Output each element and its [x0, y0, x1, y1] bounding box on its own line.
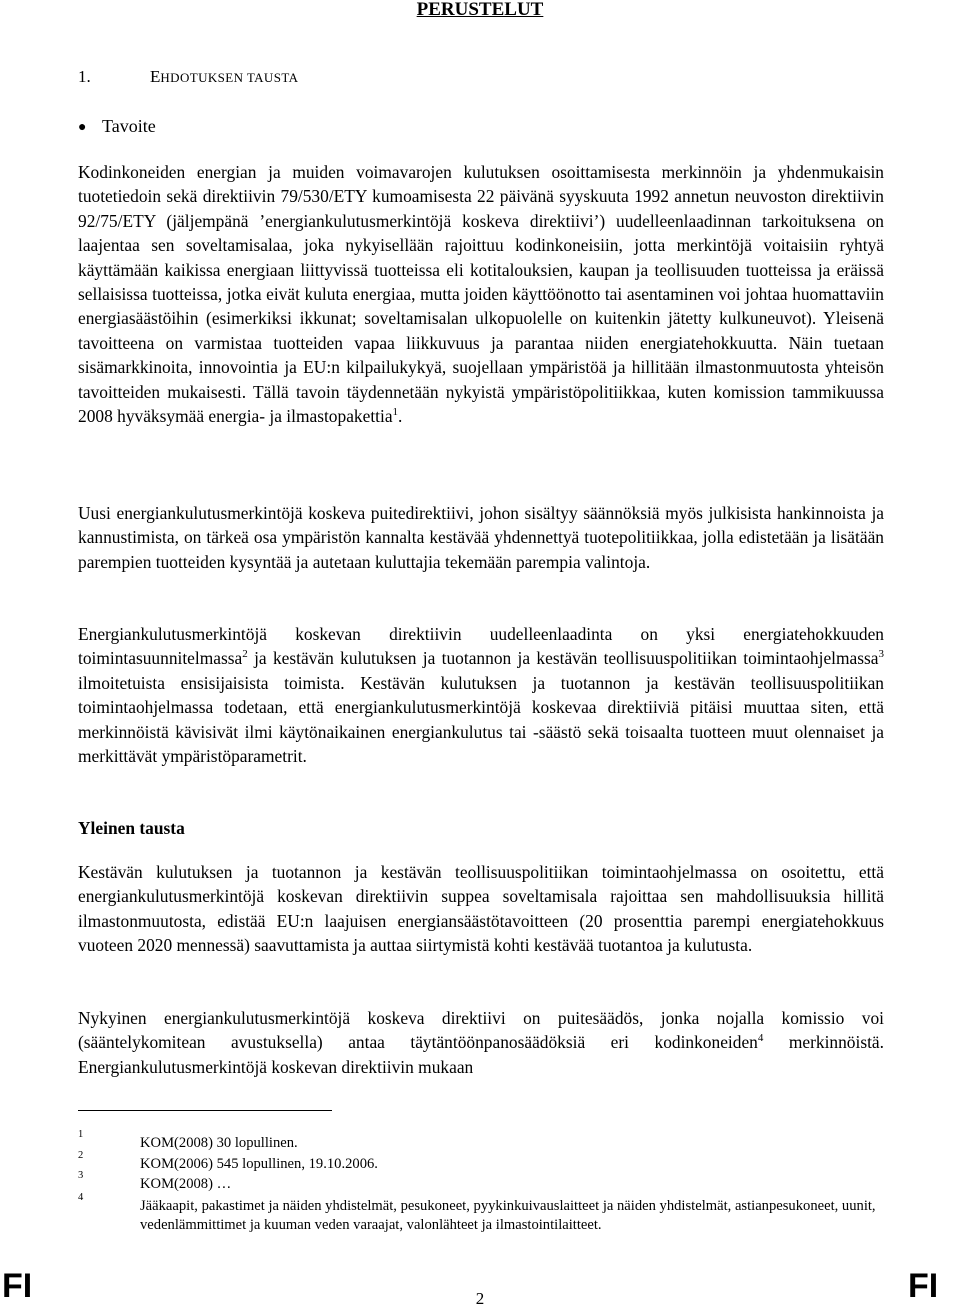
section-number: 1. [78, 67, 91, 86]
footnote-number: 1 [78, 1129, 84, 1140]
paragraph-3-text-b: ja kestävän kulutuksen ja tuotannon ja kestävän teollisuuspolitiikan toimintaohjelmassa [247, 648, 879, 669]
paragraph-4: Kestävän kulutuksen ja tuotannon ja kestävän teollisuuspolitiikan toimintaohjelmassa on osoitettu, että energiankulutusmerkintöjä koskevan direktiivin suppea soveltamisala rajoittaa sen mahdollisuuksia hillitä ilmastonmuutosta, edistää EU:n laajuisen energiansäästötavoitteen (20 prosenttia parempi energiatehokkuus vuoteen 2020 mennessä) saavuttamista ja auttaa siirtymistä kohti kestävää tuotantoa ja kulutusta. [78, 862, 884, 956]
footnote-text: KOM(2008) … [140, 1176, 232, 1192]
footnote-number: 4 [78, 1192, 84, 1203]
footnote-ref-1[interactable]: 1 [392, 406, 399, 419]
footnote-number: 3 [78, 1170, 84, 1181]
subheading: Yleinen tausta [78, 818, 185, 838]
paragraph-5 [78, 1006, 884, 1079]
footnote-text: Jääkaapit, pakastimet ja näiden yhdistelmät, pesukoneet, pyykinkuivauslaitteet ja näiden yhdistelmät, astianpesukoneet, uunit, vedenlämmittimet ja kuuman veden varaajat, valonlähteet ja ilmastointilaitteet. [140, 1198, 876, 1233]
footnote-ref-3[interactable]: 3 [878, 648, 884, 661]
bullet-heading-text: Tavoite [102, 116, 156, 136]
bullet-heading [78, 114, 156, 140]
footnote-text: KOM(2008) 30 lopullinen. [140, 1135, 298, 1151]
paragraph-1-text: Kodinkoneiden energian ja muiden voimavarojen kulutuksen osoittamisesta merkinnöin ja yhdenmukaisin tuotetiedoin sekä direktiivin 79/530/ETY kumoamisesta 22 päivänä syyskuuta 1992 annetun neuvoston direktiivin 92/75/ETY (jäljempänä ’energiankulutusmerkintöjä koskeva direktiivi’) uudelleenlaadinnan tarkoituksena on laajentaa sen soveltamisalaa, joka nykyisellään rajoittuu kodinkoneisiin, jotta merkintöjä voitaisiin ryhtyä käyttämään kaikissa energiaan liittyvissä tuotteissa eli kotitalouksien, kaupan ja teollisuuden tuotteissa ja eräissä sellaisissa tuotteissa, jotka eivät kuluta energiaa, mutta joiden käyttöönotto tai asentaminen voi johtaa huomattaviin energiasäästöihin (esimerkiksi ikkunat; soveltamisalan ulkopuolelle on kuitenkin jätetty kulkuneuvot). Yleisenä tavoitteena on varmistaa tuotteiden vapaa liikkuvuus ja parantaa niiden energiatehokkuutta. Näin tuetaan sisämarkkinoita, innovointia ja EU:n kilpailukykyä, suojellaan ympäristöä ja hillitään ilmastonmuutosta yhteisön tavoitteiden mukaisesti. Tällä tavoin täydennetään nykyistä ympäristöpolitiikkaa, kuten komission tammikuussa 2008 hyväksymää energia- ja ilmastopakettia [78, 162, 884, 427]
page-title: PERUSTELUT [416, 0, 544, 20]
footnote-ref-4[interactable]: 4 [757, 1032, 764, 1045]
footnote-number: 2 [78, 1150, 84, 1161]
section-heading-initial: E [150, 67, 161, 86]
footnote-1 [78, 1129, 898, 1153]
footnote-ref-2[interactable]: 2 [242, 648, 248, 661]
section-heading [78, 66, 298, 89]
footer-language-right: FI [908, 1267, 939, 1305]
section-heading-text: HDOTUKSEN TAUSTA [160, 70, 299, 85]
footer-language-left: FI [2, 1267, 33, 1305]
paragraph-1 [78, 160, 884, 428]
footnote-3 [78, 1170, 898, 1194]
footnote-4 [78, 1192, 898, 1234]
footnote-divider [78, 1110, 332, 1111]
paragraph-5-text-a: Nykyinen energiankulutusmerkintöjä koskeva direktiivi on puitesäädös, jonka nojalla komissio voi (sääntelykomitean avustuksella) antaa täytäntöönpanosäädöksiä eri kodinkoneiden [78, 1008, 884, 1053]
paragraph-3-text-c: ilmoitetuista ensisijaisista toimista. Kestävän kulutuksen ja tuotannon ja kestävän teollisuuspolitiikan toimintaohjelmassa todetaan, että energiankulutusmerkintöjä koskevaa direktiiviä pitäisi muuttaa siten, että merkinnöistä kävisivät ilmi käytönaikainen energiankulutus tai -säästö sekä toisaalta tuotteen muut olennaiset ja merkittävät ympäristöparametrit. [78, 672, 884, 767]
paragraph-3-text-a: Energiankulutusmerkintöjä koskevan direktiivin uudelleenlaadinta on yksi energiatehokkuuden toimintasuunnitelmassa [78, 624, 884, 669]
footnote-text: KOM(2006) 545 lopullinen, 19.10.2006. [140, 1156, 378, 1172]
footnote-2 [78, 1150, 898, 1174]
bullet-icon: ● [78, 120, 87, 135]
paragraph-1-end: . [398, 406, 403, 427]
paragraph-2: Uusi energiankulutusmerkintöjä koskeva puitedirektiivi, johon sisältyy säännöksiä myös julkisista hankinnoista ja kannustimista, on tärkeä osa ympäristön kannalta kestävää yhdennettyä tuotepolitiikkaa, jolla edistetään ja lisätään parempien tuotteiden kysyntää ja autetaan kuluttajia tekemään parempia valintoja. [78, 503, 884, 572]
paragraph-3 [78, 622, 884, 768]
page-number: 2 [475, 1289, 485, 1308]
paragraph-5-text-b: merkinnöistä. Energiankulutusmerkintöjä koskevan direktiivin mukaan [78, 1032, 884, 1077]
